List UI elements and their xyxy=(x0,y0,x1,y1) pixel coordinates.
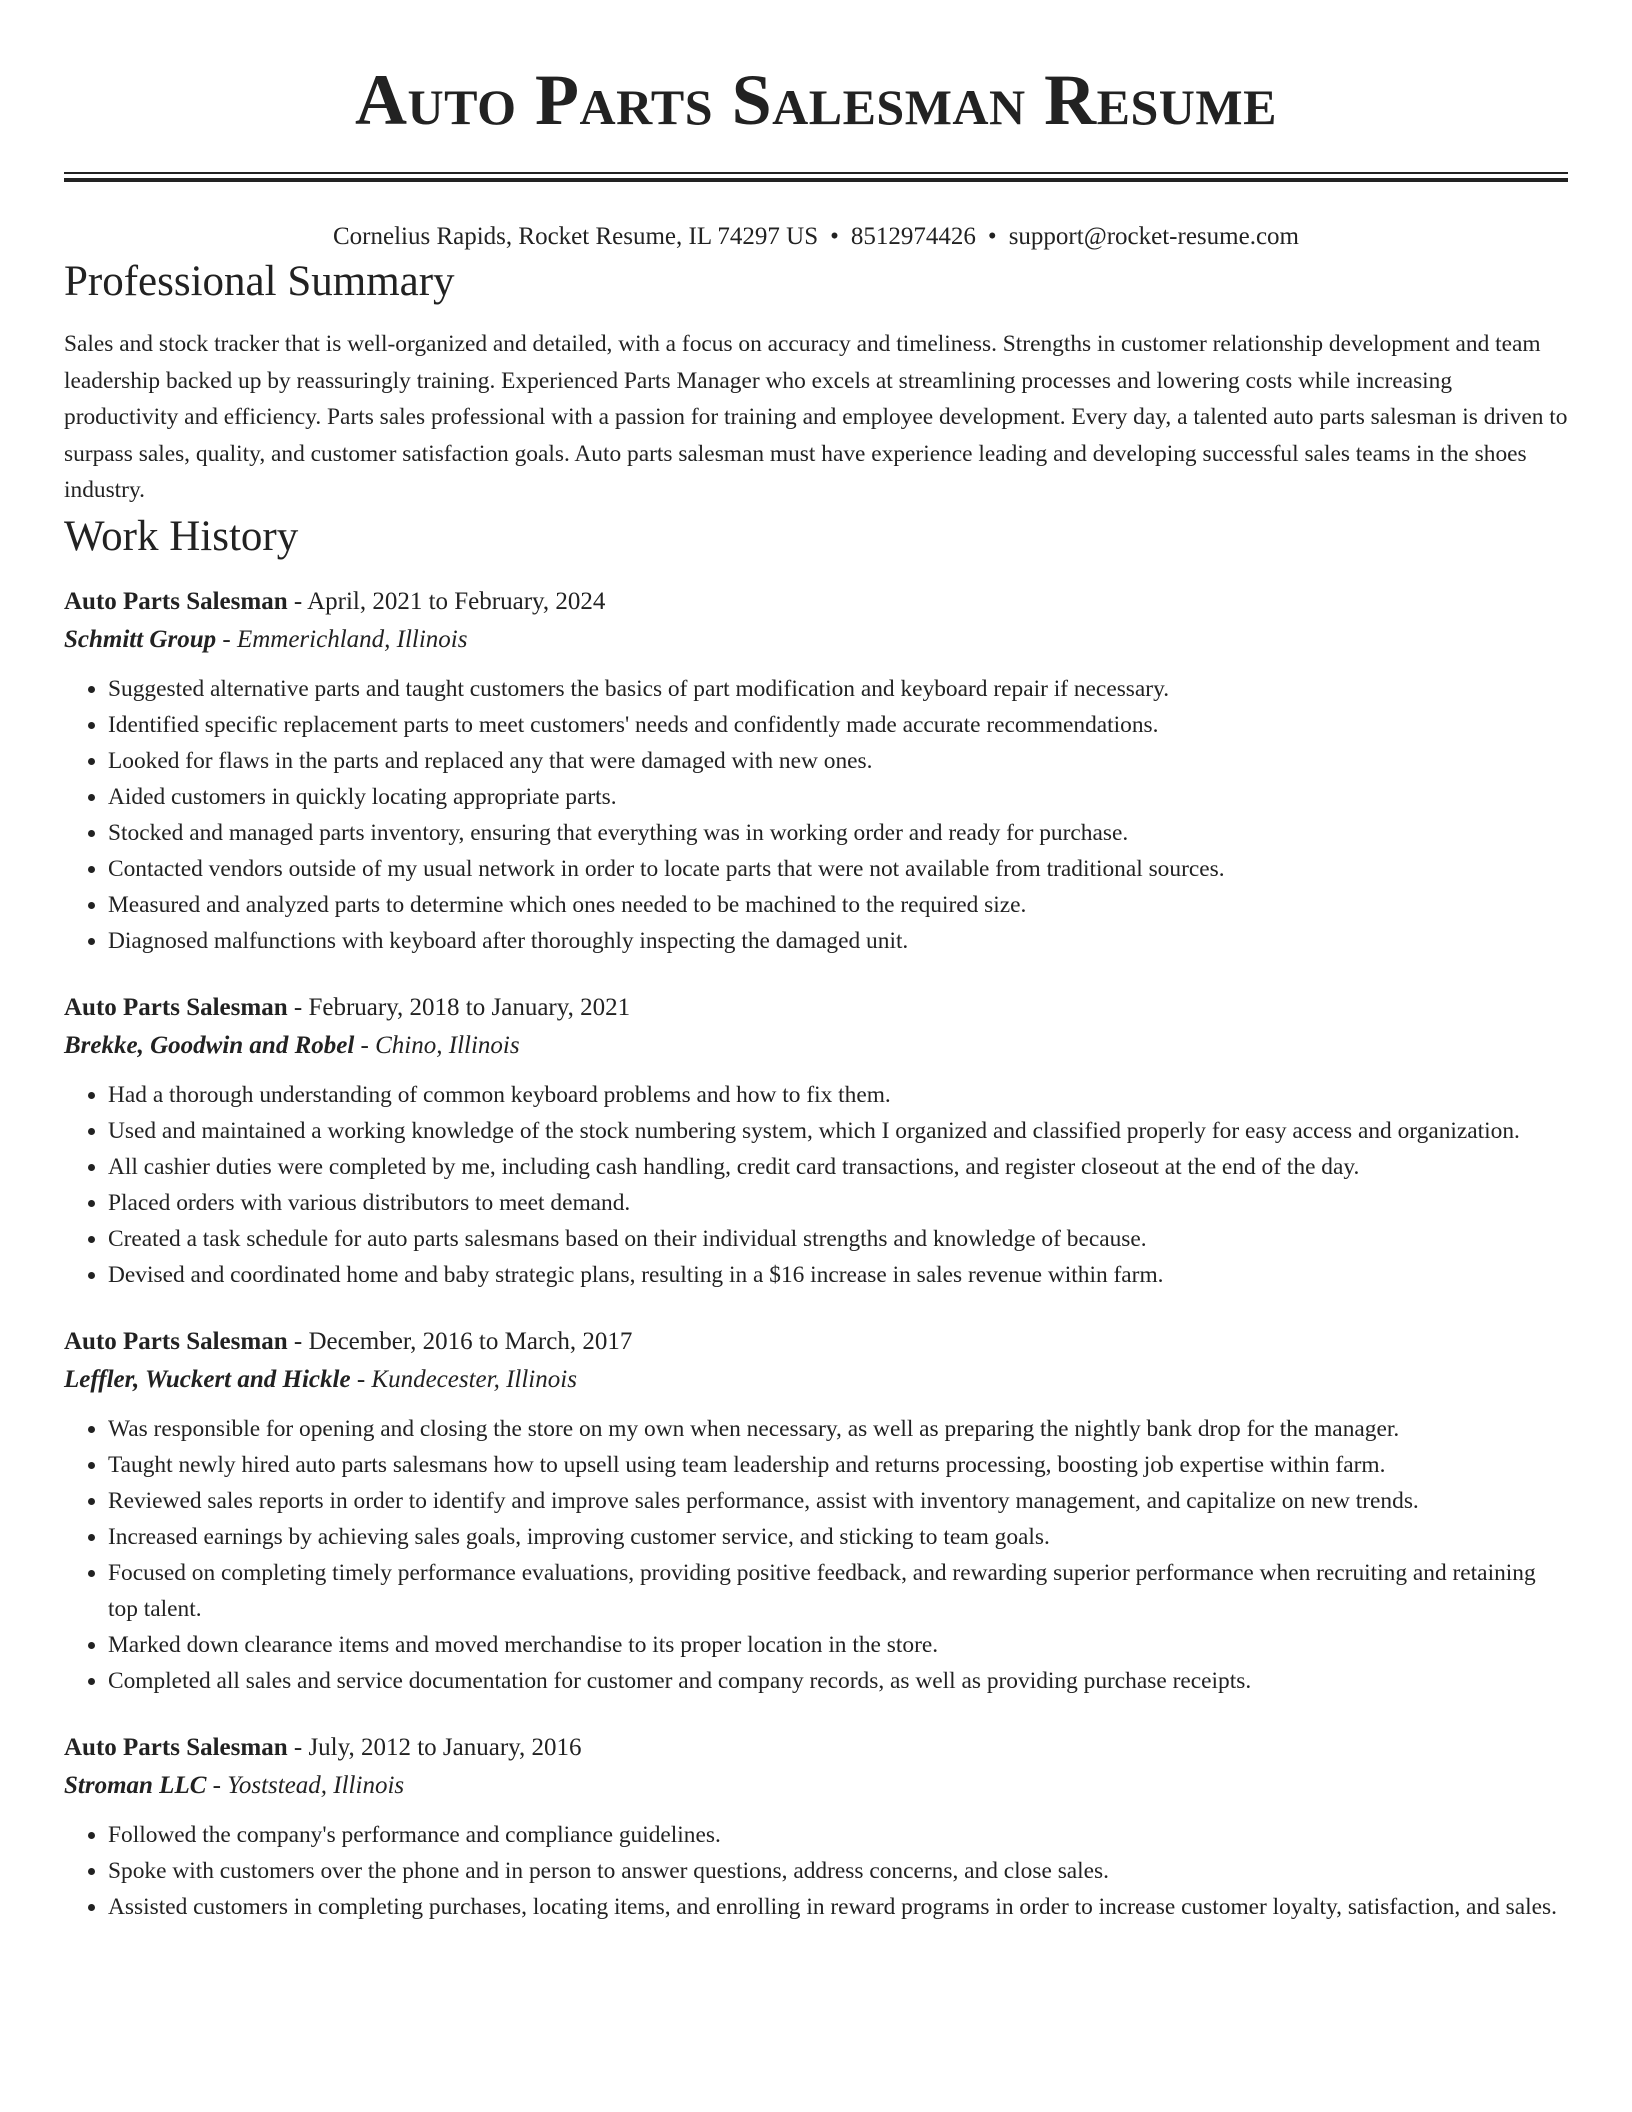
job-company-line: Brekke, Goodwin and Robel - Chino, Illinois xyxy=(64,1031,520,1059)
job-bullet: • Looked for flaws in the parts and replaced any that were damaged with new ones. xyxy=(108,743,1568,779)
job-dates: February, 2018 to January, 2021 xyxy=(308,993,631,1021)
job-title-line: Auto Parts Salesman - July, 2012 to January, 2016 xyxy=(64,1733,582,1761)
job-location: Emmerichland, Illinois xyxy=(236,625,468,653)
job-dates: December, 2016 to March, 2017 xyxy=(308,1327,633,1355)
job-dates: April, 2021 to February, 2024 xyxy=(307,587,606,615)
job-bullet: • Diagnosed malfunctions with keyboard after thoroughly inspecting the damaged unit. xyxy=(108,923,1568,959)
job-company: Brekke, Goodwin and Robel xyxy=(64,1031,355,1059)
job-bullet: • Increased earnings by achieving sales goals, improving customer service, and sticking to team goals. xyxy=(108,1519,1568,1555)
job-role: Auto Parts Salesman xyxy=(64,1733,288,1761)
job-bullet: • Marked down clearance items and moved merchandise to its proper location in the store. xyxy=(108,1627,1568,1663)
job-role: Auto Parts Salesman xyxy=(64,1327,288,1355)
job-entry xyxy=(64,989,1568,1293)
job-bullet: • Taught newly hired auto parts salesmans how to upsell using team leadership and returns processing, boosting job expertise within farm. xyxy=(108,1447,1568,1483)
job-bullet: • Devised and coordinated home and baby strategic plans, resulting in a $16 increase in sales revenue within farm. xyxy=(108,1257,1568,1293)
contact-separator: • xyxy=(830,223,839,250)
job-bullet: • Created a task schedule for auto parts salesmans based on their individual strengths and knowledge of because. xyxy=(108,1221,1568,1257)
job-role: Auto Parts Salesman xyxy=(64,587,288,615)
job-bullet: • Used and maintained a working knowledge of the stock numbering system, which I organized and classified properly for easy access and organization. xyxy=(108,1113,1568,1149)
job-company: Leffler, Wuckert and Hickle xyxy=(64,1365,351,1393)
job-bullet-list xyxy=(64,1817,1568,1925)
job-bullet: • Aided customers in quickly locating appropriate parts. xyxy=(108,779,1568,815)
job-bullet: • Suggested alternative parts and taught customers the basics of part modification and keyboard repair if necessary. xyxy=(108,671,1568,707)
job-bullet: • Followed the company's performance and compliance guidelines. xyxy=(108,1817,1568,1853)
job-bullet: • Placed orders with various distributors to meet demand. xyxy=(108,1185,1568,1221)
job-company-line: Leffler, Wuckert and Hickle - Kundecester, Illinois xyxy=(64,1365,577,1393)
job-bullet: • All cashier duties were completed by me, including cash handling, credit card transactions, and register closeout at the end of the day. xyxy=(108,1149,1568,1185)
job-dates: July, 2012 to January, 2016 xyxy=(308,1733,582,1761)
job-entry xyxy=(64,1729,1568,1925)
job-location: Kundecester, Illinois xyxy=(371,1365,577,1393)
contact-phone: 8512974426 xyxy=(850,223,976,250)
job-title-line: Auto Parts Salesman - April, 2021 to February, 2024 xyxy=(64,587,606,615)
resume-title: Auto Parts Salesman Resume xyxy=(355,60,1277,140)
job-bullet: • Had a thorough understanding of common keyboard problems and how to fix them. xyxy=(108,1077,1568,1113)
job-company-line: Stroman LLC - Yoststead, Illinois xyxy=(64,1771,405,1799)
job-entry xyxy=(64,583,1568,959)
job-title-line: Auto Parts Salesman - February, 2018 to January, 2021 xyxy=(64,993,631,1021)
job-location: Chino, Illinois xyxy=(375,1031,520,1059)
job-title-line: Auto Parts Salesman - December, 2016 to March, 2017 xyxy=(64,1327,633,1355)
job-bullet: • Reviewed sales reports in order to identify and improve sales performance, assist with inventory management, and capitalize on new trends. xyxy=(108,1483,1568,1519)
job-bullet: • Assisted customers in completing purchases, locating items, and enrolling in reward programs in order to increase customer loyalty, satisfaction, and sales. xyxy=(108,1889,1568,1925)
job-company: Stroman LLC xyxy=(64,1771,207,1799)
job-bullet: • Stocked and managed parts inventory, ensuring that everything was in working order and ready for purchase. xyxy=(108,815,1568,851)
work-history-list xyxy=(64,583,1568,1925)
job-bullet: • Identified specific replacement parts to meet customers' needs and confidently made accurate recommendations. xyxy=(108,707,1568,743)
contact-line xyxy=(64,220,1568,254)
contact-separator: • xyxy=(987,223,997,250)
job-bullet-list xyxy=(64,671,1568,959)
job-bullet: • Was responsible for opening and closing the store on my own when necessary, as well as preparing the nightly bank drop for the manager. xyxy=(108,1411,1568,1447)
contact-email: support@rocket-resume.com xyxy=(1008,223,1299,250)
title-divider xyxy=(64,172,1568,182)
job-entry xyxy=(64,1323,1568,1699)
work-history-heading: Work History xyxy=(64,512,299,560)
contact-address: Cornelius Rapids, Rocket Resume, IL 74297 US xyxy=(333,223,819,250)
job-bullet: • Focused on completing timely performance evaluations, providing positive feedback, and rewarding superior performance when recruiting and retaining top talent. xyxy=(108,1555,1568,1627)
job-bullet: • Measured and analyzed parts to determine which ones needed to be machined to the required size. xyxy=(108,887,1568,923)
summary-text: Sales and stock tracker that is well-organized and detailed, with a focus on accuracy and timeliness. Strengths in customer relationship development and team leadership backed up by reassuringly training. Experienced Parts Manager who excels at streamlining processes and lowering costs while increasing productivity and efficiency. Parts sales professional with a passion for training and employee development. Every day, a talented auto parts salesman is driven to surpass sales, quality, and customer satisfaction goals. Auto parts salesman must have experience leading and developing successful sales teams in the shoes industry. xyxy=(64,331,1568,503)
summary-heading: Professional Summary xyxy=(64,258,455,305)
job-location: Yoststead, Illinois xyxy=(227,1771,405,1799)
job-role: Auto Parts Salesman xyxy=(64,993,288,1021)
job-bullet-list xyxy=(64,1077,1568,1293)
job-bullet: • Contacted vendors outside of my usual network in order to locate parts that were not available from traditional sources. xyxy=(108,851,1568,887)
job-bullet: • Spoke with customers over the phone and in person to answer questions, address concerns, and close sales. xyxy=(108,1853,1568,1889)
job-company: Schmitt Group xyxy=(64,625,217,653)
job-bullet-list xyxy=(64,1411,1568,1699)
job-bullet: • Completed all sales and service documentation for customer and company records, as well as providing purchase receipts. xyxy=(108,1663,1568,1699)
resume-page xyxy=(64,0,1568,1925)
job-company-line: Schmitt Group - Emmerichland, Illinois xyxy=(64,625,468,653)
